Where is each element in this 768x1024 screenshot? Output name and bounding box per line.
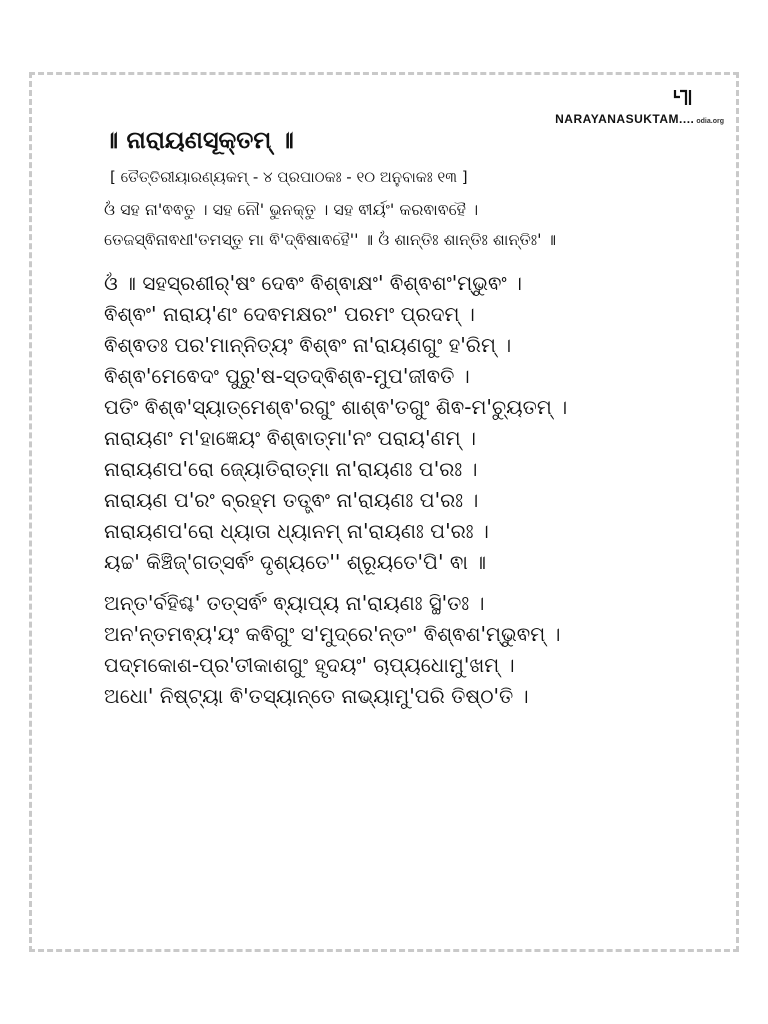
verse-line: ଓଁ ॥ ସହସ୍ରଶୀର୍'ଷଂ ଦେଵଂ ଵିଶ୍ଵାକ୍ଷଂ' ଵିଶ୍ଵଶଂ'ମ୍ଭୁଵଂ । bbox=[104, 271, 522, 295]
document-body bbox=[104, 126, 704, 712]
verse-line: ଵିଶ୍ଵ'ମେଵେଦଂ ପୁରୁ'ଷ-ସ୍ତଦ୍ଵିଶ୍ଵ-ମୁପ'ଜୀଵତି । bbox=[104, 364, 470, 388]
verse-line: ନାରାୟଣପ'ରୋ ଧ୍ୟାତା ଧ୍ୟାନମ୍ ନା'ରାୟଣଃ ପ'ରଃ । bbox=[104, 519, 489, 543]
page-title: ॥ ନାରାୟଣସୂକ୍ତମ୍ ॥ bbox=[104, 126, 294, 154]
verse-line: ନାରାୟଣପ'ରୋ ଜ୍ୟୋତିରାତ୍ମା ନା'ରାୟଣଃ ପ'ରଃ । bbox=[104, 457, 478, 481]
verse-line: ନାରାୟଣଂ ମ'ହାଜ୍ଞେୟଂ ଵିଶ୍ଵାତ୍ମା'ନଂ ପରାୟ'ଣମ୍ । bbox=[104, 426, 476, 450]
verse-line: ଵିଶ୍ଵତଃ ପର'ମାନ୍ନିତ୍ୟଂ ଵିଶ୍ଵଂ ନା'ରାୟଣଗୁଂ ହ'ରିମ୍ । bbox=[104, 333, 512, 357]
brand-site: odia.org bbox=[696, 118, 724, 125]
verse-line: ପତିଂ ଵିଶ୍ଵ'ସ୍ୟାତ୍ମେଶ୍ଵ'ରଗୁଂ ଶାଶ୍ଵ'ତଗୁଂ ଶିଵ-ମ'ଚ୍ୟୁତମ୍ । bbox=[104, 395, 568, 419]
verse-line: ଅନ୍ତ'ର୍ବହିଶ୍ଚ' ତତ୍ସର୍ଵଂ ଵ୍ୟାପ୍ୟ ନା'ରାୟଣଃ ସ୍ଥି'ତଃ । bbox=[104, 591, 485, 615]
stanza-gap bbox=[104, 578, 704, 588]
shanti-line: ତେଜସ୍ଵିନାଵଧୀ'ତମସ୍ତୁ ମା ଵି'ଦ୍ଵିଷାଵହୈ'' ॥ ଓଁ ଶାନ୍ତିଃ ଶାନ୍ତିଃ ଶାନ୍ତିଃ' ॥ bbox=[104, 230, 557, 249]
verse-line: ଵିଶ୍ଵଂ' ନାରାୟ'ଣଂ ଦେଵମକ୍ଷରଂ' ପରମଂ ପ୍ରଦମ୍ । bbox=[104, 302, 475, 326]
shanti-line: ଓଁ ସହ ନା'ଵଵତୁ । ସହ ନୌ' ଭୁନକ୍ତୁ । ସହ ଵୀର୍ୟଂ' କରଵାଵହୈ । bbox=[104, 200, 479, 219]
source-reference: [ ତୈତ୍ତିରୀୟାରଣ୍ୟକମ୍ - ୪ ପ୍ରପାଠକଃ - ୧୦ ଅନୁବାକଃ ୧୩ ] bbox=[110, 168, 468, 186]
brand-header bbox=[555, 108, 724, 127]
verse-line: ଅନ'ନ୍ତମଵ୍ୟ'ୟଂ କଵିଗୁଂ ସ'ମୁଦ୍ରେ'ନ୍ତଂ' ଵିଶ୍ଵଶ'ମ୍ଭୁଵମ୍ । bbox=[104, 622, 561, 646]
verse-block-1 bbox=[104, 268, 704, 578]
verse-line: ନାରାୟଣ ପ'ରଂ ବ୍ରହ୍ମ ତତ୍ତ୍ଵଂ ନା'ରାୟଣଃ ପ'ରଃ । bbox=[104, 488, 479, 512]
odia-logo-icon bbox=[672, 88, 694, 106]
verse-block-2 bbox=[104, 588, 704, 712]
verse-line: ଅଧୋ' ନିଷ୍ଟ୍ୟା ଵି'ତସ୍ୟାନ୍ତେ ନାଭ୍ୟାମୁ'ପରି ତିଷ୍ଠ'ତି । bbox=[104, 684, 529, 708]
verse-line: ପଦ୍ମକୋଶ-ପ୍ର'ତୀକାଶଗୁଂ ହୃଦୟଂ' ଚାପ୍ୟଧୋମୁ'ଖମ୍ । bbox=[104, 653, 515, 677]
brand-title: NARAYANASUKTAM.... bbox=[555, 112, 695, 126]
verse-line: ୟଚ୍ଚ' କିଞ୍ଚିଜ୍'ଗତ୍ସର୍ଵଂ ଦୃଶ୍ୟତେ'' ଶ୍ରୂୟତେ'ପି' ଵା ॥ bbox=[104, 550, 487, 574]
